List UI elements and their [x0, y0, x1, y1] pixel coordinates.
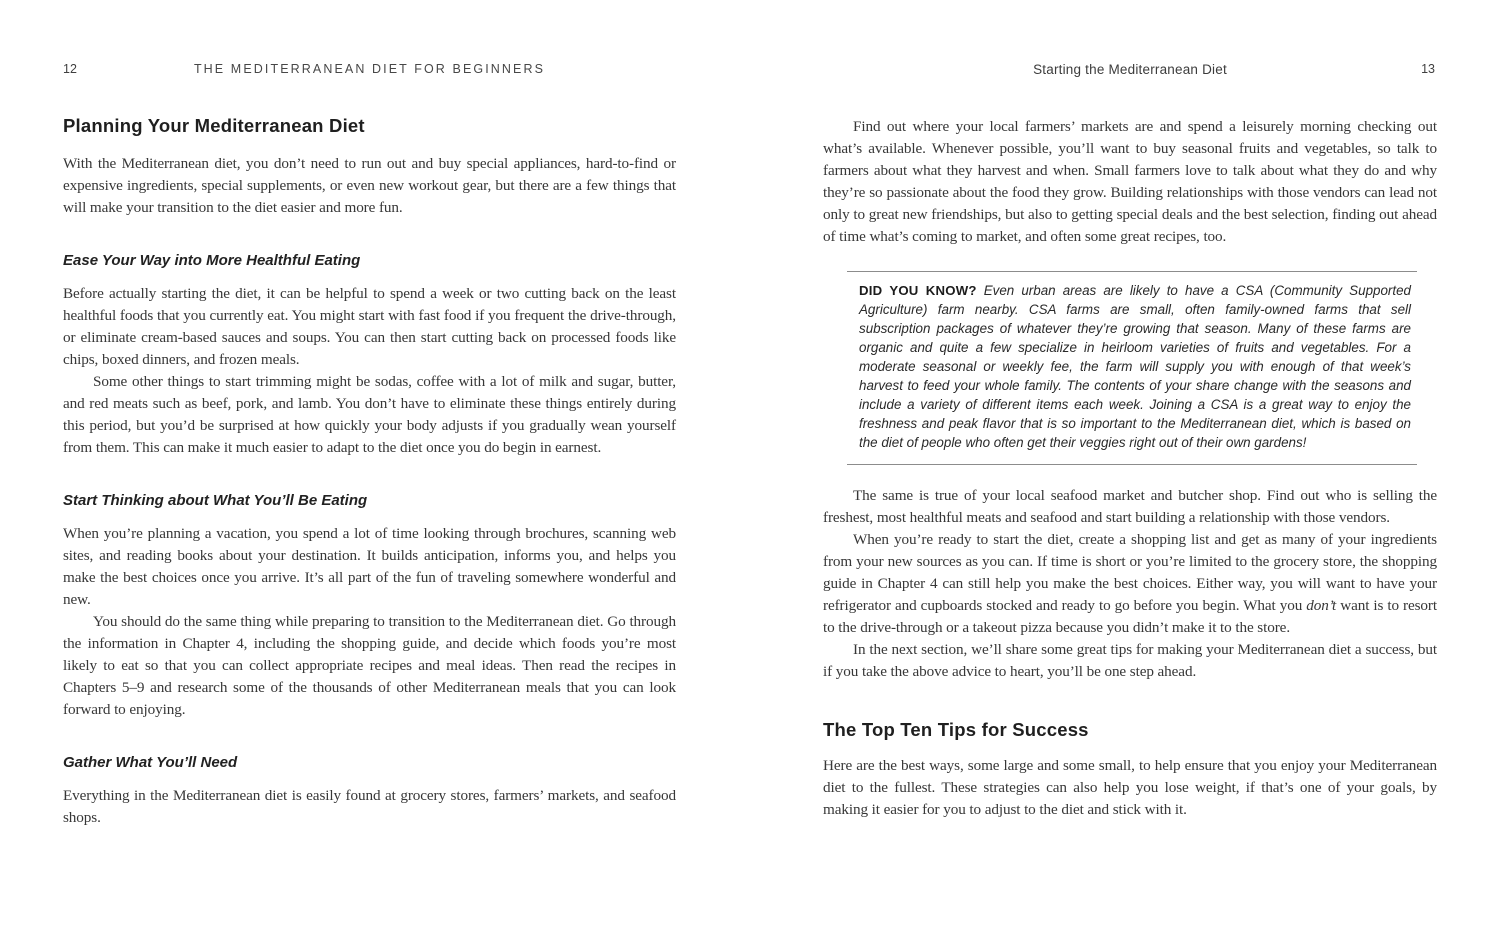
body-paragraph: In the next section, we’ll share some great tips for making your Mediterranean diet a success, but if you take the above advice to heart, you’ll be one step ahead. — [823, 641, 1437, 680]
paragraph-text: want is to resort to the drive-through or a takeout pizza because you didn’t make it to the store. — [823, 597, 1438, 636]
body-paragraph: You should do the same thing while preparing to transition to the Mediterranean diet. Go through the information in Chapter 4, including the shopping guide, and decide which foods you’re most likely to eat so that you can collect appropriate recipes and meal ideas. Then read the recipes in Chapters 5–9 and research some of the thousands of other Mediterranean meals that you can look forward to enjoying. — [63, 613, 676, 718]
page-number-left: 12 — [63, 62, 77, 76]
section-heading-planning: Planning Your Mediterranean Diet — [63, 115, 365, 136]
paragraph-text: When you’re ready to start the diet, create a shopping list and get as many of your ingredients from your new sources as you can. If time is short or you’re limited to the grocery store, the shopping guide in Chapter 4 can still help you make the best choices. Either way, you will want to have your refrigerator and cupboards stocked and ready to go before you begin. What you — [823, 531, 1437, 614]
body-paragraph: Everything in the Mediterranean diet is easily found at grocery stores, farmers’ markets, and seafood shops. — [63, 787, 676, 826]
body-paragraph: Some other things to start trimming might be sodas, coffee with a lot of milk and sugar, butter, and red meats such as beef, pork, and lamb. You don’t have to eliminate these things entirely during this period, but you’d be surprised at how quickly your body adjusts if you gradually wean yourself from them. This can make it much easier to adapt to the diet once you do begin in earnest. — [63, 373, 676, 456]
running-head-right: Starting the Mediterranean Diet — [1033, 62, 1227, 77]
did-you-know-body: Even urban areas are likely to have a CSA (Community Supported Agriculture) farm nearby. CSA farms are small, often family-owned farms that sell subscription packages of whatever they’re growing that season. Many of these farms are organic and quite a few specialize in heirloom varieties of fruits and vegetables. For a moderate seasonal or weekly fee, the farm will supply you with enough of that week’s harvest to feed your whole family. The contents of your share change with the seasons and include a variety of different items each week. Joining a CSA is a great way to enjoy the freshness and peak flavor that is so important to the Mediterranean diet, which is based on the diet of people who often get their veggies right out of their own gardens! — [859, 283, 1411, 450]
body-paragraph: Here are the best ways, some large and some small, to help ensure that you enjoy your Mediterranean diet to the fullest. These strategies can also help you lose weight, if that’s one of your goals, by making it easier for you to adjust to the diet and stick with it. — [823, 757, 1437, 818]
did-you-know-label: DID YOU KNOW? — [859, 283, 977, 298]
body-paragraph: The same is true of your local seafood market and butcher shop. Find out who is selling the freshest, most healthful meats and seafood and start building a relationship with those vendors. — [823, 487, 1437, 526]
page-right — [823, 0, 1437, 821]
section-heading-top-ten-tips: The Top Ten Tips for Success — [823, 719, 1089, 740]
body-paragraph: When you’re planning a vacation, you spend a lot of time looking through brochures, scanning web sites, and reading books about your destination. It builds anticipation, informs you, and helps you make the best choices once you arrive. It’s all part of the fun of traveling somewhere wonderful and new. — [63, 525, 676, 608]
page-header-left — [63, 0, 676, 79]
body-paragraph — [823, 529, 1437, 639]
body-paragraph: Find out where your local farmers’ markets are and spend a leisurely morning checking out what’s available. Whenever possible, you’ll want to buy seasonal fruits and vegetables, so talk to farmers about what they harvest and when. Small farmers love to talk about what they do and why they’re so passionate about the food they grow. Building relationships with those vendors can lead not only to great new friendships, but also to getting special deals and the best selection, finding out ahead of time what’s coming to market, and often some great recipes, too. — [823, 118, 1437, 245]
page-number-right: 13 — [1421, 62, 1435, 76]
page-left — [63, 0, 676, 829]
subheading-gather-what-you-need: Gather What You’ll Need — [63, 754, 238, 771]
page-header-right — [823, 0, 1437, 79]
body-paragraph: Before actually starting the diet, it can be helpful to spend a week or two cutting back on the least healthful foods that you currently eat. You might start with fast food if you frequent the drive-through, or eliminate cream-based sauces and soups. You can then start cutting back on processed foods like chips, boxed dinners, and frozen meals. — [63, 285, 676, 368]
subheading-ease-your-way: Ease Your Way into More Healthful Eating — [63, 252, 361, 269]
did-you-know-box — [847, 271, 1417, 465]
body-paragraph: With the Mediterranean diet, you don’t need to run out and buy special appliances, hard-to-find or expensive ingredients, special supplements, or even new workout gear, but there are a few things that will make your transition to the diet easier and more fun. — [63, 155, 676, 216]
subheading-start-thinking: Start Thinking about What You’ll Be Eating — [63, 492, 368, 509]
emphasized-word: don’t — [1306, 597, 1337, 614]
running-head-left: THE MEDITERRANEAN DIET FOR BEGINNERS — [193, 62, 546, 76]
did-you-know-text — [859, 281, 1411, 452]
